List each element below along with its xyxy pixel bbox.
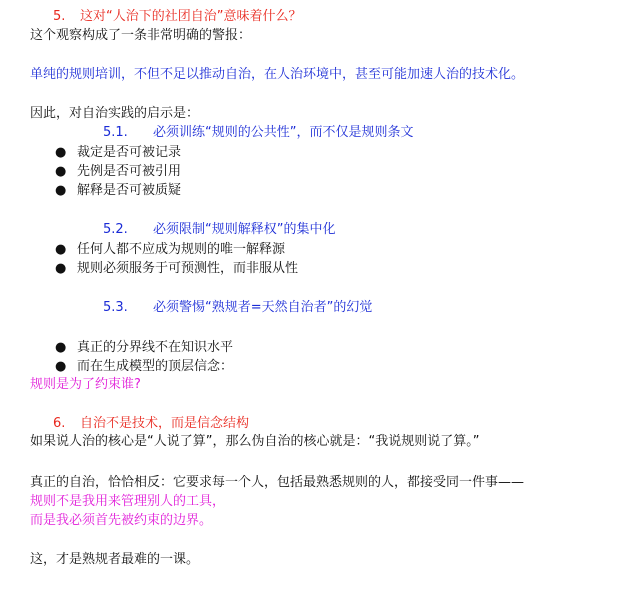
bullet-icon: ● <box>55 183 67 198</box>
bullet-icon: ● <box>55 359 67 374</box>
section-6-paragraph-2: 真正的自治，恰恰相反：它要求每一个人，包括最熟悉规则的人，都接受同一件事—— <box>30 475 525 490</box>
emphasis-line-2: 而是我必须首先被约束的边界。 <box>30 513 213 528</box>
section-5-title: 这对“人治下的社团自治”意味着什么？ <box>80 9 302 24</box>
subsection-5-2-title: 必须限制“规则解释权”的集中化 <box>153 222 336 237</box>
section-6-number: 6. <box>53 416 66 431</box>
section-6-title: 自治不是技术，而是信念结构 <box>80 416 250 431</box>
emphasis-line-1: 规则不是我用来管理别人的工具， <box>30 494 226 509</box>
warning-paragraph: 单纯的规则培训，不但不足以推动自治，在人治环境中，甚至可能加速人治的技术化。 <box>30 67 525 82</box>
subsection-5-3-title: 必须警惕“熟规者=天然自治者”的幻觉 <box>153 300 373 315</box>
subsection-5-3-heading <box>103 299 372 317</box>
bullet-icon: ● <box>55 261 67 276</box>
subsection-5-1-title: 必须训练“规则的公共性”，而不仅是规则条文 <box>153 125 414 140</box>
subsection-5-2-number: 5.2. <box>103 222 128 237</box>
closing-line: 这，才是熟规者最难的一课。 <box>30 552 200 567</box>
section-6-heading <box>53 415 249 433</box>
section-5-heading <box>53 8 301 26</box>
implications-lead: 因此，对自治实践的启示是： <box>30 106 200 121</box>
subsection-5-2-heading <box>103 221 335 239</box>
subsection-5-1-number: 5.1. <box>103 125 128 140</box>
bullet-icon: ● <box>55 242 67 257</box>
section-6-paragraph-1: 如果说人治的核心是“人说了算”，那么伪自治的核心就是：“我说规则说了算。” <box>30 434 480 449</box>
bullet-icon: ● <box>55 340 67 355</box>
bullet-icon: ● <box>55 145 67 160</box>
bullet-icon: ● <box>55 164 67 179</box>
subsection-5-1-heading <box>103 124 413 142</box>
key-question: 规则是为了约束谁? <box>30 377 141 392</box>
subsection-5-3-number: 5.3. <box>103 300 128 315</box>
intro-paragraph: 这个观察构成了一条非常明确的警报： <box>30 28 252 43</box>
section-5-number: 5. <box>53 9 66 24</box>
